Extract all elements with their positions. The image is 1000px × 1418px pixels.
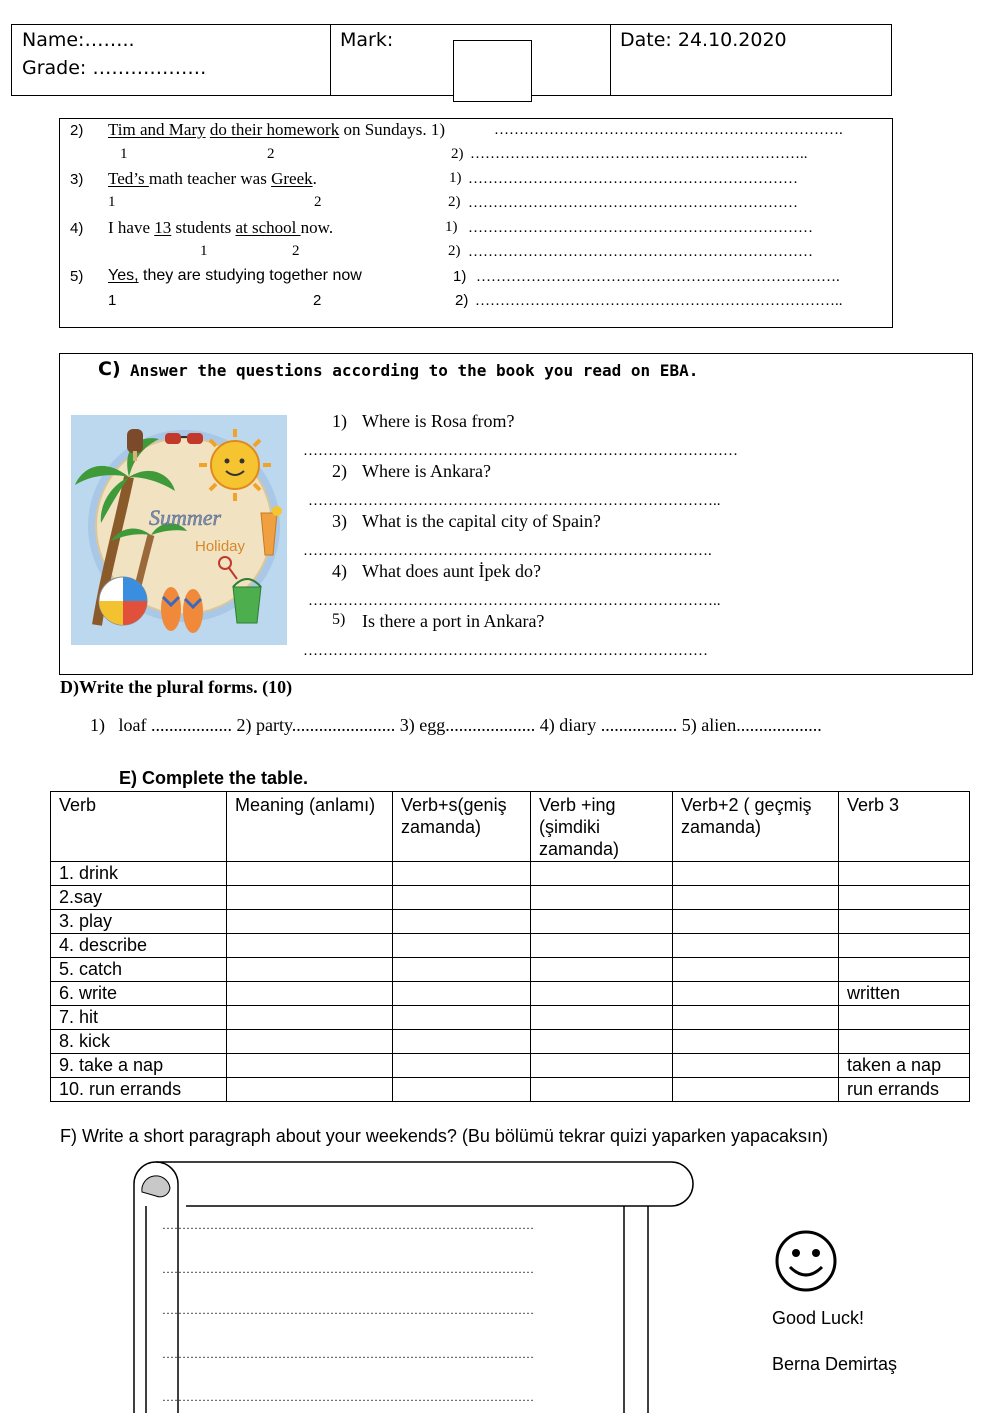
- table-row: [51, 958, 970, 982]
- answer-2-prefix: 2): [448, 243, 461, 259]
- answer-cell[interactable]: [673, 1078, 839, 1102]
- column-header: Meaning (anlamı): [227, 792, 393, 862]
- answer-2-prefix: 2): [455, 292, 469, 309]
- question-5: Is there a port in Ankara?: [362, 611, 545, 631]
- underlined-part-1: Ted’s: [108, 169, 149, 188]
- table-row: [51, 1030, 970, 1054]
- column-header: Verb +ing (şimdiki zamanda): [531, 792, 673, 862]
- answer-cell[interactable]: [531, 934, 673, 958]
- answer-cell[interactable]: [227, 1030, 393, 1054]
- date-cell: [611, 25, 890, 95]
- question-3-number: 3): [332, 511, 347, 531]
- answer-cell[interactable]: [227, 886, 393, 910]
- answer-cell[interactable]: [839, 1030, 970, 1054]
- answer-cell[interactable]: [393, 934, 531, 958]
- answer-2-prefix: 2): [448, 194, 461, 210]
- underlined-part-2: at school: [235, 218, 301, 237]
- underlined-part-1: 13: [154, 218, 172, 237]
- question-3: What is the capital city of Spain?: [362, 511, 601, 531]
- answer-line-5[interactable]: ………………………………………………………………………: [303, 643, 708, 659]
- underlined-part-2: Greek: [271, 169, 313, 188]
- answer-cell[interactable]: [839, 958, 970, 982]
- section-f-heading: F) Write a short paragraph about your weekends? (Bu bölümü tekrar quizi yaparken yapacaksın): [60, 1126, 829, 1146]
- answer-cell[interactable]: [673, 910, 839, 934]
- answer-cell[interactable]: [393, 1054, 531, 1078]
- table-row: [51, 934, 970, 958]
- label-2: 2: [313, 292, 322, 309]
- answer-cell[interactable]: [227, 1054, 393, 1078]
- verb-cell: 9. take a nap: [51, 1054, 227, 1078]
- verb-cell: 4. describe: [51, 934, 227, 958]
- answer-cell[interactable]: [673, 886, 839, 910]
- grade-field[interactable]: Grade: ………………: [22, 57, 207, 79]
- question-1-number: 1): [332, 411, 347, 431]
- answer-line-4[interactable]: ………………………………………………………………………..: [308, 593, 721, 609]
- answer-cell[interactable]: [673, 958, 839, 982]
- answer-cell[interactable]: [531, 982, 673, 1006]
- answer-cell[interactable]: [531, 1006, 673, 1030]
- date-label: Date: 24.10.2020: [620, 29, 787, 51]
- answer-cell[interactable]: [393, 982, 531, 1006]
- question-4-number: 4): [332, 561, 347, 581]
- answer-cell[interactable]: written: [839, 982, 970, 1006]
- smiley-icon: [774, 1229, 838, 1293]
- verb-cell: 8. kick: [51, 1030, 227, 1054]
- sentence-5: [108, 267, 362, 285]
- table-row: [51, 1078, 970, 1102]
- answer-cell[interactable]: [839, 934, 970, 958]
- answer-cell[interactable]: [531, 958, 673, 982]
- answer-1-prefix: 1): [453, 268, 467, 285]
- answer-cell[interactable]: [673, 1030, 839, 1054]
- column-header: Verb+2 ( geçmiş zamanda): [673, 792, 839, 862]
- answer-1-prefix: 1): [449, 170, 462, 186]
- answer-cell[interactable]: [393, 910, 531, 934]
- answer-1-line[interactable]: ……………………………………………………………….: [476, 269, 840, 285]
- answer-cell[interactable]: [227, 1006, 393, 1030]
- sentence-tail: they are studying together now: [138, 267, 362, 284]
- writing-line-3[interactable]: …………………………………………………………………………………: [162, 1303, 534, 1317]
- underlined-part-2: do their homework: [209, 120, 340, 139]
- paper-scroll: [126, 1160, 701, 1413]
- verb-cell: 6. write: [51, 982, 227, 1006]
- answer-cell[interactable]: [673, 862, 839, 886]
- answer-cell[interactable]: [839, 910, 970, 934]
- verb-cell: 10. run errands: [51, 1078, 227, 1102]
- answer-1-line[interactable]: …………………………………………………………….: [494, 122, 843, 138]
- sentence-4: [108, 218, 333, 238]
- question-2: Where is Ankara?: [362, 461, 491, 481]
- table-row: [51, 1006, 970, 1030]
- underlined-part-1: Tim and Mary: [108, 120, 206, 139]
- answer-cell[interactable]: [227, 934, 393, 958]
- column-header: Verb+s(geniş zamanda): [393, 792, 531, 862]
- question-4: What does aunt İpek do?: [362, 561, 541, 581]
- answer-cell[interactable]: [839, 886, 970, 910]
- verb-cell: 5. catch: [51, 958, 227, 982]
- sentence-middle: math teacher was: [148, 169, 272, 188]
- answer-cell[interactable]: [227, 910, 393, 934]
- sentence-2: [108, 120, 445, 140]
- answer-cell[interactable]: [393, 1006, 531, 1030]
- verb-cell: 3. play: [51, 910, 227, 934]
- writing-line-4[interactable]: …………………………………………………………………………………: [162, 1347, 534, 1361]
- section-c-heading: Answer the questions according to the book you read on EBA.: [130, 361, 699, 380]
- answer-cell[interactable]: [531, 1030, 673, 1054]
- answer-2-line[interactable]: ……………………………………………………………: [468, 244, 813, 260]
- section-e-heading: E) Complete the table.: [119, 768, 309, 788]
- section-c-letter: C): [98, 358, 121, 380]
- label-1: 1: [108, 292, 117, 309]
- author-name: Berna Demirtaş: [772, 1354, 898, 1374]
- header-box: [11, 24, 892, 96]
- underlined-part-1: Yes,: [108, 267, 139, 284]
- mark-input-box[interactable]: [453, 40, 532, 102]
- scroll-icon: [126, 1160, 701, 1413]
- summer-holiday-image: [71, 415, 287, 645]
- answer-cell[interactable]: taken a nap: [839, 1054, 970, 1078]
- table-row: [51, 862, 970, 886]
- answer-cell[interactable]: [673, 1006, 839, 1030]
- answer-cell[interactable]: [227, 1078, 393, 1102]
- writing-line-1[interactable]: …………………………………………………………………………………: [162, 1218, 534, 1232]
- column-header: Verb 3: [839, 792, 970, 862]
- answer-line-3[interactable]: ……………………………………………………………………….: [303, 543, 712, 559]
- mark-label: Mark:: [340, 29, 394, 51]
- sentence-head: I have: [108, 218, 155, 237]
- table-body: [51, 862, 970, 1102]
- answer-1-line[interactable]: …………………………………………………………: [468, 171, 798, 187]
- answer-2-line[interactable]: …………………………………………………………: [468, 195, 798, 211]
- sentence-tail: .: [312, 169, 317, 188]
- verb-cell: 2.say: [51, 886, 227, 910]
- section-c-box: [59, 353, 973, 675]
- verb-cell: 1. drink: [51, 862, 227, 886]
- answer-2-line[interactable]: ………………………………………………………………..: [475, 293, 843, 309]
- name-field[interactable]: Name:……..: [22, 29, 135, 51]
- answer-cell[interactable]: [531, 1054, 673, 1078]
- table-row: [51, 982, 970, 1006]
- answer-1-line[interactable]: ……………………………………………………………: [468, 220, 813, 236]
- answer-2-prefix: 2): [451, 146, 464, 162]
- sentence-middle: students: [171, 218, 236, 237]
- sentence-tail: now.: [300, 218, 334, 237]
- question-1: Where is Rosa from?: [362, 411, 515, 431]
- answer-cell[interactable]: [393, 886, 531, 910]
- answer-line-1[interactable]: ……………………………………………………………………………: [303, 443, 738, 459]
- plural-forms-line[interactable]: 1) loaf .................. 2) party....................... 3) egg.................... 4) diary ................. 5) alien...................: [90, 715, 822, 735]
- answer-cell[interactable]: [393, 1030, 531, 1054]
- answer-cell[interactable]: [531, 886, 673, 910]
- answer-cell[interactable]: [531, 862, 673, 886]
- label-1: 1: [108, 194, 116, 210]
- answer-cell[interactable]: [839, 1006, 970, 1030]
- question-2-number: 2): [332, 461, 347, 481]
- answer-cell[interactable]: [839, 862, 970, 886]
- item-number: 3): [70, 171, 84, 188]
- answer-cell[interactable]: [531, 910, 673, 934]
- table-row: [51, 1054, 970, 1078]
- sentence-tail: on Sundays. 1): [339, 120, 445, 139]
- writing-line-2[interactable]: …………………………………………………………………………………: [162, 1262, 534, 1276]
- answer-cell[interactable]: [393, 862, 531, 886]
- section-d-heading: D)Write the plural forms. (10): [60, 677, 293, 697]
- answer-cell[interactable]: [673, 982, 839, 1006]
- question-5-number: 5): [332, 611, 346, 628]
- answer-cell[interactable]: run errands: [839, 1078, 970, 1102]
- image-title-line1: Summer: [149, 505, 222, 530]
- table-row: [51, 886, 970, 910]
- item-number: 5): [70, 268, 84, 285]
- answer-cell[interactable]: [227, 982, 393, 1006]
- name-cell: [12, 25, 331, 95]
- label-2: 2: [314, 194, 322, 210]
- answer-cell[interactable]: [673, 1054, 839, 1078]
- answer-cell[interactable]: [673, 934, 839, 958]
- verb-table: [50, 791, 970, 1102]
- answer-cell[interactable]: [531, 1078, 673, 1102]
- verb-cell: 7. hit: [51, 1006, 227, 1030]
- section-b-box: [59, 118, 893, 328]
- table-header-row: [51, 792, 970, 862]
- writing-line-5[interactable]: …………………………………………………………………………………: [162, 1390, 534, 1404]
- beach-ball-icon: [99, 577, 147, 625]
- table-row: [51, 910, 970, 934]
- label-2: 2: [267, 146, 275, 162]
- image-title-line2: Holiday: [195, 538, 246, 555]
- label-2: 2: [292, 243, 300, 259]
- answer-cell[interactable]: [227, 862, 393, 886]
- item-number: 4): [70, 220, 84, 237]
- answer-2-line[interactable]: …………………………………………………………..: [470, 146, 808, 162]
- good-luck-text: Good Luck!: [772, 1308, 865, 1328]
- sentence-3: [108, 169, 317, 189]
- label-1: 1: [200, 243, 208, 259]
- answer-cell[interactable]: [393, 1078, 531, 1102]
- label-1: 1: [120, 146, 128, 162]
- answer-line-2[interactable]: ………………………………………………………………………..: [308, 493, 721, 509]
- answer-1-prefix: 1): [445, 219, 458, 235]
- answer-cell[interactable]: [393, 958, 531, 982]
- answer-cell[interactable]: [227, 958, 393, 982]
- column-header: Verb: [51, 792, 227, 862]
- summer-holiday-illustration: [71, 415, 287, 645]
- item-number: 2): [70, 122, 84, 139]
